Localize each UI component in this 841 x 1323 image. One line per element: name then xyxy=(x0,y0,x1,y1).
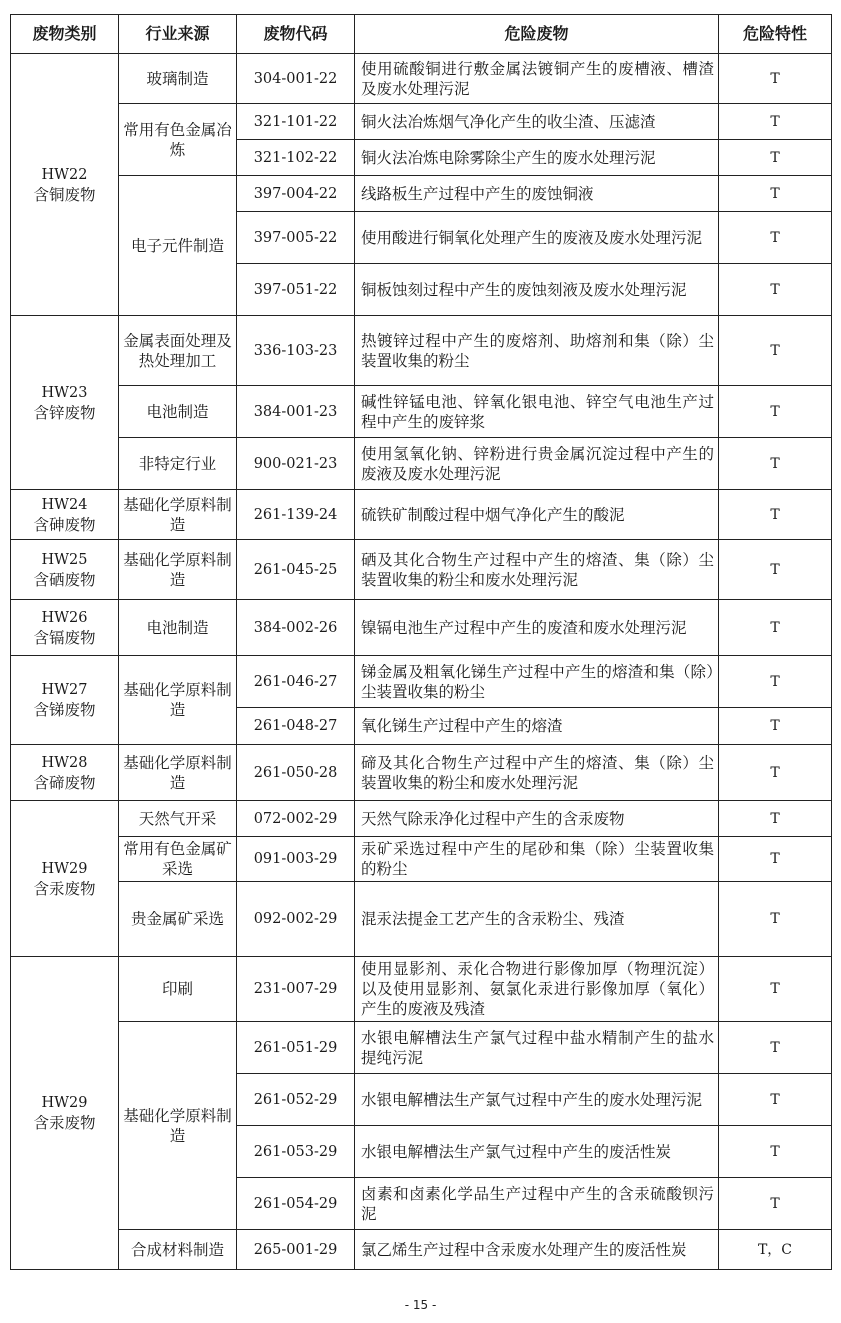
industry-source-cell: 合成材料制造 xyxy=(119,1230,237,1270)
hazard-property-cell: T，C xyxy=(719,1230,832,1270)
table-row xyxy=(11,438,832,490)
category-cell xyxy=(11,54,119,316)
hazard-property-cell: T xyxy=(719,745,832,801)
page-number: - 15 - xyxy=(404,1298,437,1312)
hazard-property-cell: T xyxy=(719,708,832,745)
industry-source-cell: 电池制造 xyxy=(119,600,237,656)
table-row xyxy=(11,490,832,540)
hazard-property-cell: T xyxy=(719,801,832,837)
category-code: HW29 xyxy=(41,860,88,877)
industry-source-cell: 印刷 xyxy=(119,957,237,1022)
waste-code-cell: 261-046-27 xyxy=(237,656,355,708)
industry-source-cell: 基础化学原料制造 xyxy=(119,540,237,600)
header-category: 废物类别 xyxy=(11,15,119,54)
category-code: HW27 xyxy=(41,682,88,698)
category-name: 含汞废物 xyxy=(33,1114,96,1132)
table-row xyxy=(11,600,832,656)
table-row xyxy=(11,176,832,212)
hazard-property-cell: T xyxy=(719,386,832,438)
hazard-property-cell: T xyxy=(719,438,832,490)
table-header-row xyxy=(11,15,832,54)
waste-code-cell: 092-002-29 xyxy=(237,882,355,957)
category-code: HW22 xyxy=(41,166,88,183)
category-cell xyxy=(11,745,119,801)
category-cell xyxy=(11,600,119,656)
waste-code-cell: 261-045-25 xyxy=(237,540,355,600)
table-row xyxy=(11,386,832,438)
category-cell xyxy=(11,316,119,490)
waste-code-cell: 091-003-29 xyxy=(237,837,355,882)
category-cell xyxy=(11,540,119,600)
waste-code-cell: 261-053-29 xyxy=(237,1126,355,1178)
category-cell xyxy=(11,957,119,1270)
waste-description-cell: 碱性锌锰电池、锌氧化银电池、锌空气电池生产过程中产生的废锌浆 xyxy=(355,386,719,438)
table-body xyxy=(11,54,832,1270)
category-code: HW29 xyxy=(41,1095,88,1111)
category-code: HW25 xyxy=(41,551,88,568)
hazard-property-cell: T xyxy=(719,490,832,540)
hazardous-waste-table xyxy=(10,14,832,1270)
waste-description-cell: 混汞法提金工艺产生的含汞粉尘、残渣 xyxy=(355,882,719,957)
waste-description-cell: 铜火法冶炼烟气净化产生的收尘渣、压滤渣 xyxy=(355,104,719,140)
waste-code-cell: 397-051-22 xyxy=(237,264,355,316)
category-code: HW24 xyxy=(41,496,88,513)
category-name: 含铜废物 xyxy=(33,185,96,204)
waste-code-cell: 261-139-24 xyxy=(237,490,355,540)
table-row xyxy=(11,1230,832,1270)
waste-code-cell: 265-001-29 xyxy=(237,1230,355,1270)
waste-description-cell: 天然气除汞净化过程中产生的含汞废物 xyxy=(355,801,719,837)
waste-code-cell: 261-050-28 xyxy=(237,745,355,801)
waste-description-cell: 使用氢氧化钠、锌粉进行贵金属沉淀过程中产生的废液及废水处理污泥 xyxy=(355,438,719,490)
table-row xyxy=(11,54,832,104)
waste-code-cell: 261-052-29 xyxy=(237,1074,355,1126)
industry-source-cell: 常用有色金属冶炼 xyxy=(119,104,237,176)
waste-description-cell: 使用酸进行铜氧化处理产生的废液及废水处理污泥 xyxy=(355,212,719,264)
hazard-property-cell: T xyxy=(719,1074,832,1126)
waste-description-cell: 氯乙烯生产过程中含汞废水处理产生的废活性炭 xyxy=(355,1230,719,1270)
hazard-property-cell: T xyxy=(719,1178,832,1230)
waste-description-cell: 线路板生产过程中产生的废蚀铜液 xyxy=(355,176,719,212)
waste-code-cell: 397-005-22 xyxy=(237,212,355,264)
hazard-property-cell: T xyxy=(719,264,832,316)
hazard-property-cell: T xyxy=(719,600,832,656)
waste-description-cell: 锑金属及粗氧化锑生产过程中产生的熔渣和集（除）尘装置收集的粉尘 xyxy=(355,656,719,708)
table-row xyxy=(11,1022,832,1074)
hazard-property-cell: T xyxy=(719,54,832,104)
industry-source-cell: 基础化学原料制造 xyxy=(119,490,237,540)
hazard-property-cell: T xyxy=(719,316,832,386)
category-cell xyxy=(11,801,119,957)
waste-code-cell: 304-001-22 xyxy=(237,54,355,104)
category-code: HW28 xyxy=(41,754,88,771)
waste-code-cell: 900-021-23 xyxy=(237,438,355,490)
category-cell xyxy=(11,656,119,745)
table-row xyxy=(11,882,832,957)
table-row xyxy=(11,957,832,1022)
hazard-property-cell: T xyxy=(719,540,832,600)
waste-description-cell: 水银电解槽法生产氯气过程中盐水精制产生的盐水提纯污泥 xyxy=(355,1022,719,1074)
industry-source-cell: 基础化学原料制造 xyxy=(119,1022,237,1230)
waste-description-cell: 铜火法冶炼电除雾除尘产生的废水处理污泥 xyxy=(355,140,719,176)
table-row xyxy=(11,316,832,386)
waste-description-cell: 碲及其化合物生产过程中产生的熔渣、集（除）尘装置收集的粉尘和废水处理污泥 xyxy=(355,745,719,801)
waste-description-cell: 汞矿采选过程中产生的尾砂和集（除）尘装置收集的粉尘 xyxy=(355,837,719,882)
category-name: 含镉废物 xyxy=(33,628,96,647)
category-code: HW23 xyxy=(41,384,88,401)
waste-code-cell: 384-002-26 xyxy=(237,600,355,656)
waste-code-cell: 072-002-29 xyxy=(237,801,355,837)
table-row xyxy=(11,104,832,140)
waste-description-cell: 水银电解槽法生产氯气过程中产生的废活性炭 xyxy=(355,1126,719,1178)
category-name: 含碲废物 xyxy=(33,773,96,792)
waste-code-cell: 261-048-27 xyxy=(237,708,355,745)
category-name: 含锌废物 xyxy=(33,403,96,422)
waste-description-cell: 硒及其化合物生产过程中产生的熔渣、集（除）尘装置收集的粉尘和废水处理污泥 xyxy=(355,540,719,600)
category-name: 含汞废物 xyxy=(33,879,96,898)
header-property: 危险特性 xyxy=(719,15,832,54)
waste-code-cell: 261-051-29 xyxy=(237,1022,355,1074)
category-code: HW26 xyxy=(41,609,88,626)
waste-description-cell: 使用显影剂、汞化合物进行影像加厚（物理沉淀）以及使用显影剂、氨氯化汞进行影像加厚（氧化）产生的废液及残渣 xyxy=(355,957,719,1022)
table-row xyxy=(11,745,832,801)
hazard-property-cell: T xyxy=(719,882,832,957)
hazard-property-cell: T xyxy=(719,837,832,882)
hazard-property-cell: T xyxy=(719,176,832,212)
waste-description-cell: 镍镉电池生产过程中产生的废渣和废水处理污泥 xyxy=(355,600,719,656)
waste-code-cell: 321-102-22 xyxy=(237,140,355,176)
header-code: 废物代码 xyxy=(237,15,355,54)
hazard-property-cell: T xyxy=(719,957,832,1022)
category-name: 含锑废物 xyxy=(33,701,96,719)
category-name: 含硒废物 xyxy=(33,570,96,589)
industry-source-cell: 贵金属矿采选 xyxy=(119,882,237,957)
industry-source-cell: 金属表面处理及热处理加工 xyxy=(119,316,237,386)
industry-source-cell: 非特定行业 xyxy=(119,438,237,490)
waste-description-cell: 水银电解槽法生产氯气过程中产生的废水处理污泥 xyxy=(355,1074,719,1126)
hazard-property-cell: T xyxy=(719,1022,832,1074)
waste-description-cell: 铜板蚀刻过程中产生的废蚀刻液及废水处理污泥 xyxy=(355,264,719,316)
industry-source-cell: 天然气开采 xyxy=(119,801,237,837)
hazard-property-cell: T xyxy=(719,104,832,140)
industry-source-cell: 电池制造 xyxy=(119,386,237,438)
waste-description-cell: 氧化锑生产过程中产生的熔渣 xyxy=(355,708,719,745)
waste-description-cell: 使用硫酸铜进行敷金属法镀铜产生的废槽液、槽渣及废水处理污泥 xyxy=(355,54,719,104)
table-row xyxy=(11,540,832,600)
waste-description-cell: 热镀锌过程中产生的废熔剂、助熔剂和集（除）尘装置收集的粉尘 xyxy=(355,316,719,386)
hazard-property-cell: T xyxy=(719,212,832,264)
header-waste: 危险废物 xyxy=(355,15,719,54)
table-row xyxy=(11,837,832,882)
industry-source-cell: 常用有色金属矿采选 xyxy=(119,837,237,882)
waste-description-cell: 卤素和卤素化学品生产过程中产生的含汞硫酸钡污泥 xyxy=(355,1178,719,1230)
hazard-property-cell: T xyxy=(719,656,832,708)
header-industry: 行业来源 xyxy=(119,15,237,54)
industry-source-cell: 基础化学原料制造 xyxy=(119,656,237,745)
waste-description-cell: 硫铁矿制酸过程中烟气净化产生的酸泥 xyxy=(355,490,719,540)
category-name: 含砷废物 xyxy=(33,515,96,534)
table-row xyxy=(11,656,832,708)
waste-code-cell: 336-103-23 xyxy=(237,316,355,386)
waste-code-cell: 231-007-29 xyxy=(237,957,355,1022)
industry-source-cell: 基础化学原料制造 xyxy=(119,745,237,801)
waste-code-cell: 261-054-29 xyxy=(237,1178,355,1230)
hazard-property-cell: T xyxy=(719,140,832,176)
waste-code-cell: 397-004-22 xyxy=(237,176,355,212)
table-row xyxy=(11,801,832,837)
industry-source-cell: 玻璃制造 xyxy=(119,54,237,104)
industry-source-cell: 电子元件制造 xyxy=(119,176,237,316)
category-cell xyxy=(11,490,119,540)
hazard-property-cell: T xyxy=(719,1126,832,1178)
waste-code-cell: 321-101-22 xyxy=(237,104,355,140)
waste-code-cell: 384-001-23 xyxy=(237,386,355,438)
